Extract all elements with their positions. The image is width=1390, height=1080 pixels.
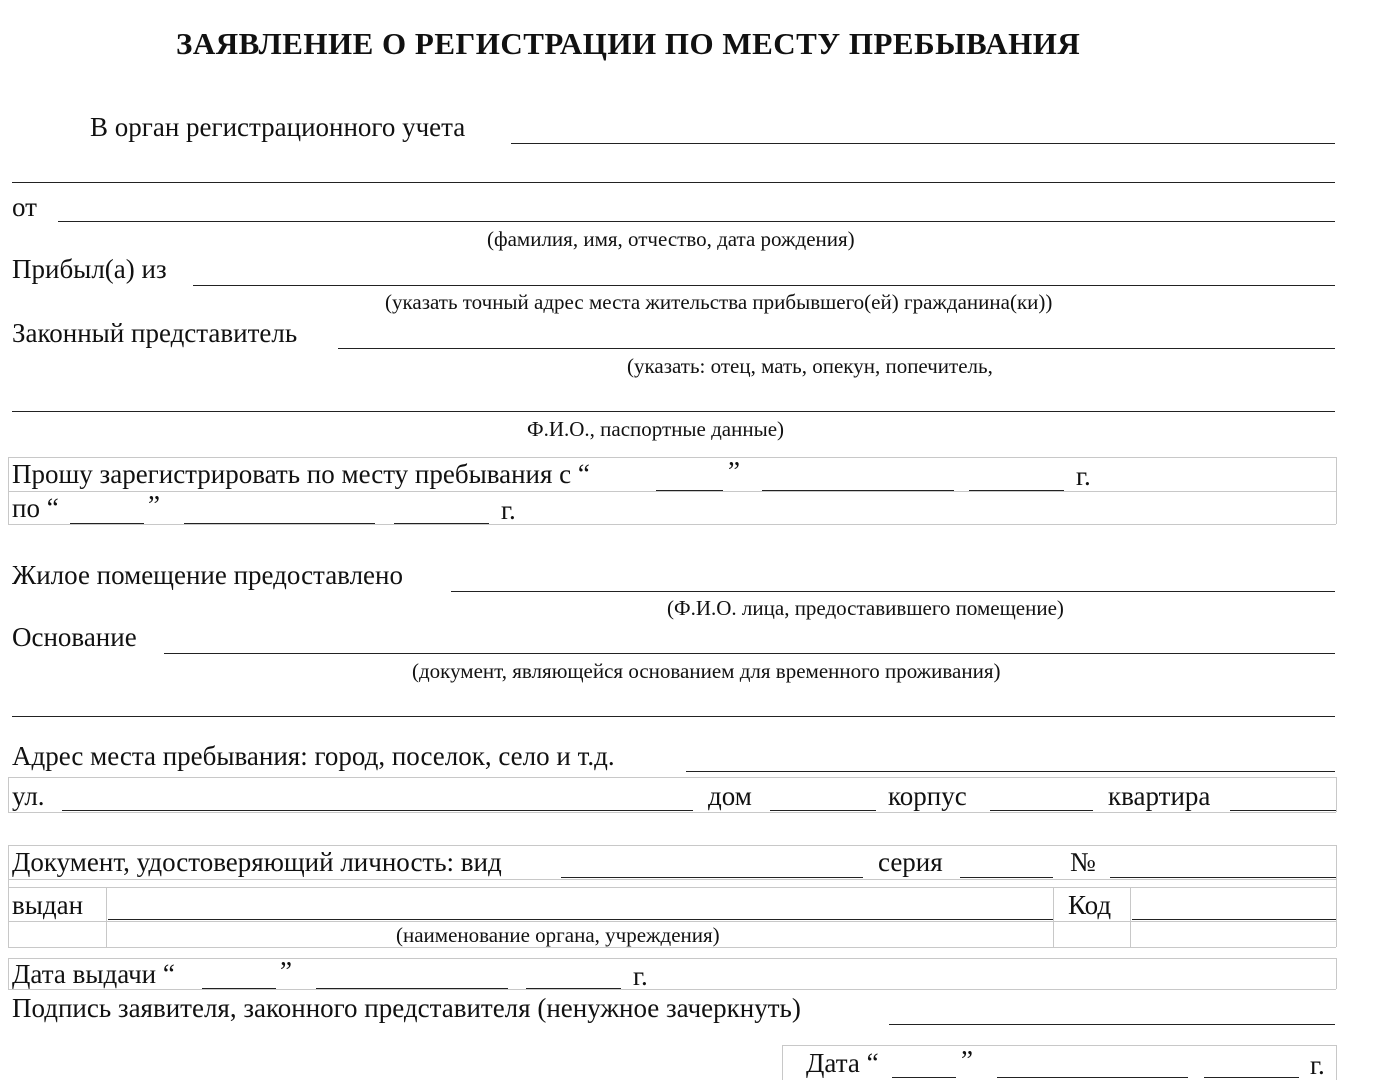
building-label: корпус: [888, 781, 967, 811]
fio-caption: (фамилия, имя, отчество, дата рождения): [487, 227, 855, 251]
housing-field[interactable]: [451, 591, 1335, 592]
street-field[interactable]: [62, 810, 693, 811]
issued-label: выдан: [12, 890, 84, 920]
until-quote-close: ”: [148, 490, 160, 520]
basis-field[interactable]: [164, 653, 1335, 654]
id-grid-mid3: [8, 921, 1336, 922]
housing-caption: (Ф.И.О. лица, предоставившего помещение): [667, 596, 1064, 620]
period-grid-bottom: [8, 524, 1336, 525]
bottom-month-field[interactable]: [997, 1077, 1188, 1078]
id-grid-code-left: [1053, 887, 1054, 947]
period-grid-top: [8, 457, 1336, 458]
issue-date-grid-left: [8, 958, 9, 989]
house-field[interactable]: [770, 810, 876, 811]
bottom-date-grid-top: [782, 1045, 1336, 1046]
issue-month-field[interactable]: [316, 988, 508, 989]
id-grid-mid2: [8, 887, 1336, 888]
from-year-suffix: г.: [1076, 461, 1091, 491]
from-label: от: [12, 192, 37, 222]
basis-label: Основание: [12, 622, 137, 652]
basis-caption: (документ, являющейся основанием для временного проживания): [412, 659, 1001, 683]
arrived-label: Прибыл(а) из: [12, 254, 167, 284]
period-grid-mid: [8, 491, 1336, 492]
issue-date-grid-right: [1336, 958, 1337, 989]
rep-label: Законный представитель: [12, 318, 298, 348]
bottom-date-label: Дата “: [806, 1048, 879, 1078]
issuer-field[interactable]: [108, 919, 1053, 920]
bottom-date-grid-left: [782, 1045, 783, 1080]
id-grid-bottom: [8, 947, 1336, 948]
organ-field-continuation[interactable]: [12, 182, 1335, 183]
code-label: Код: [1068, 890, 1112, 920]
house-label: дом: [708, 781, 752, 811]
bottom-year-suffix: г.: [1310, 1050, 1325, 1080]
apartment-field[interactable]: [1230, 810, 1336, 811]
signature-label: Подпись заявителя, законного представителя (ненужное зачеркнуть): [12, 993, 801, 1023]
signature-field[interactable]: [889, 1024, 1335, 1025]
issue-date-label: Дата выдачи “: [12, 959, 175, 989]
rep-field-continuation[interactable]: [12, 411, 1335, 412]
id-grid-code-right: [1130, 887, 1131, 947]
from-day-field[interactable]: [656, 490, 723, 491]
organ-field[interactable]: [511, 143, 1335, 144]
address-label: Адрес места пребывания: город, поселок, село и т.д.: [12, 741, 615, 771]
issue-date-grid-bottom: [8, 989, 1336, 990]
rep-caption-1: (указать: отец, мать, опекун, попечитель,: [627, 354, 993, 378]
issue-date-grid-top: [8, 958, 1336, 959]
housing-label: Жилое помещение предоставлено: [12, 560, 403, 590]
id-grid-left: [8, 845, 9, 947]
id-grid-issuer-left: [106, 887, 107, 947]
number-field[interactable]: [1110, 877, 1336, 878]
id-grid-mid1: [8, 879, 1336, 880]
issue-year-suffix: г.: [633, 961, 648, 991]
request-label: Прошу зарегистрировать по месту пребывания с “: [12, 459, 590, 489]
apartment-label: квартира: [1108, 781, 1211, 811]
until-day-field[interactable]: [70, 523, 144, 524]
arrived-caption: (указать точный адрес места жительства прибывшего(ей) гражданина(ки)): [385, 290, 1053, 314]
issuer-caption: (наименование органа, учреждения): [396, 923, 720, 947]
from-quote-close: ”: [728, 456, 740, 486]
arrived-field[interactable]: [193, 285, 1335, 286]
street-grid-left: [8, 777, 9, 812]
bottom-year-field[interactable]: [1204, 1077, 1299, 1078]
code-field[interactable]: [1132, 919, 1336, 920]
fio-field[interactable]: [58, 221, 1335, 222]
rep-caption-2: Ф.И.О., паспортные данные): [527, 417, 785, 441]
until-year-suffix: г.: [501, 495, 516, 525]
bottom-date-grid-right: [1336, 1045, 1337, 1080]
from-month-field[interactable]: [762, 490, 954, 491]
until-label: по “: [12, 493, 59, 523]
organ-label: В орган регистрационного учета: [90, 112, 466, 142]
period-grid-left: [8, 457, 9, 524]
id-doc-label: Документ, удостоверяющий личность: вид: [12, 847, 502, 877]
until-year-field[interactable]: [394, 523, 489, 524]
building-field[interactable]: [990, 810, 1093, 811]
number-label: №: [1070, 847, 1096, 877]
basis-field-continuation[interactable]: [12, 716, 1335, 717]
street-grid-right: [1336, 777, 1337, 812]
issue-year-field[interactable]: [526, 988, 621, 989]
street-label: ул.: [12, 781, 45, 811]
address-field[interactable]: [686, 771, 1335, 772]
from-year-field[interactable]: [969, 490, 1064, 491]
series-field[interactable]: [960, 877, 1053, 878]
bottom-quote-close: ”: [961, 1045, 973, 1075]
id-grid-right: [1336, 845, 1337, 947]
page-title: ЗАЯВЛЕНИЕ О РЕГИСТРАЦИИ ПО МЕСТУ ПРЕБЫВАНИЯ: [176, 26, 1081, 61]
bottom-day-field[interactable]: [892, 1077, 956, 1078]
rep-field[interactable]: [338, 348, 1335, 349]
street-grid-top: [8, 777, 1336, 778]
series-label: серия: [878, 847, 943, 877]
issue-day-field[interactable]: [202, 988, 276, 989]
id-grid-top: [8, 845, 1336, 846]
period-grid-right: [1336, 457, 1337, 524]
until-month-field[interactable]: [184, 523, 375, 524]
id-doc-type-field[interactable]: [561, 877, 863, 878]
issue-quote-close: ”: [280, 956, 292, 986]
street-grid-bottom: [8, 812, 1336, 813]
